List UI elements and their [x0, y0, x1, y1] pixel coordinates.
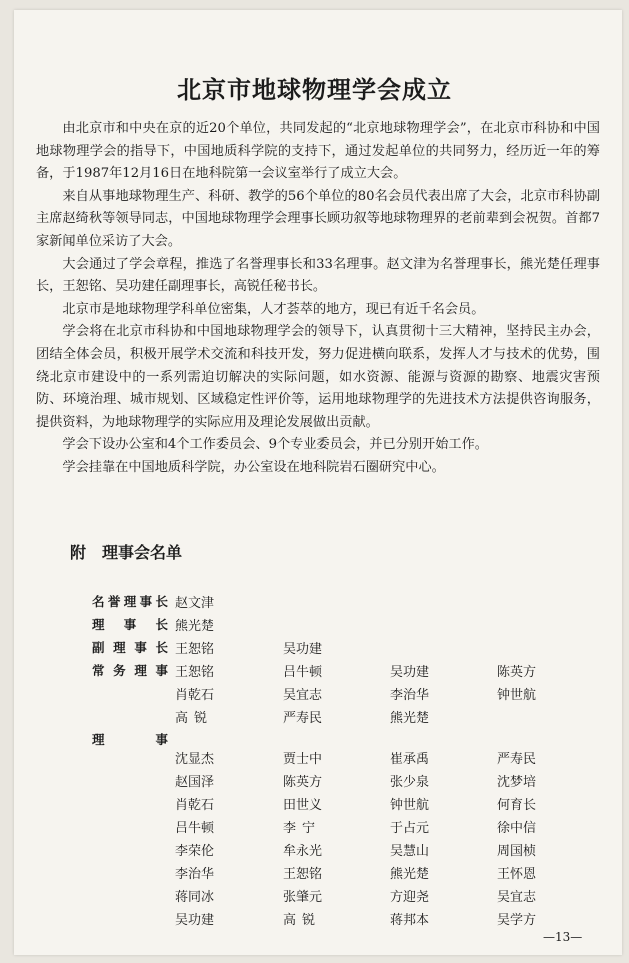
roster-member-name: 赵国泽 — [175, 775, 215, 790]
roster-member-name: 张肇元 — [283, 890, 323, 905]
roster-member-name: 陈英方 — [283, 775, 323, 790]
roster-member-name: 贾士中 — [283, 752, 323, 767]
roster-member-name: 王恕铭 — [175, 642, 215, 657]
roster-member-name: 吴宜志 — [283, 688, 323, 703]
roster-member-name: 吴功建 — [175, 913, 215, 928]
paragraph: 来自从事地球物理生产、科研、教学的56个单位的80名会员代表出席了大会，北京市科协副主席赵绮秋等领导同志，中国地球物理学会理事长顾功叙等地球物理界的老前辈到会祝贺。首都7家新闻单位采访了大会。 — [36, 188, 600, 249]
roster-member-name: 蒋邦本 — [390, 913, 430, 928]
roster-member-name: 崔承禹 — [390, 752, 430, 767]
paragraph: 学会挂靠在中国地质科学院，办公室设在地科院岩石圈研究中心。 — [62, 459, 445, 475]
roster-member-name: 徐中信 — [497, 821, 537, 836]
roster-role-label: 理事长 — [92, 617, 168, 632]
roster-member-name: 熊光楚 — [390, 711, 430, 726]
roster-member-name: 何育长 — [497, 798, 537, 813]
roster-member-name: 沈显杰 — [175, 752, 215, 767]
roster-member-name: 王恕铭 — [175, 665, 215, 680]
roster-member-name: 高锐 — [283, 913, 322, 928]
roster-member-name: 张少泉 — [390, 775, 430, 790]
roster-member-name: 熊光楚 — [390, 867, 430, 882]
roster-member-name: 王恕铭 — [283, 867, 323, 882]
roster-member-name: 吴宜志 — [497, 890, 537, 905]
roster-member-name: 吴慧山 — [390, 844, 430, 859]
roster-member-name: 肖乾石 — [175, 798, 215, 813]
roster-member-name: 高锐 — [175, 711, 214, 726]
roster-member-name: 严寿民 — [283, 711, 323, 726]
paragraph: 学会下设办公室和4个工作委员会、9个专业委员会，并已分别开始工作。 — [62, 437, 488, 453]
paragraph: 北京市是地球物理学科单位密集，人才荟萃的地方，现已有近千名会员。 — [62, 301, 485, 317]
roster-member-name: 吕牛顿 — [283, 665, 323, 680]
roster-member-name: 钟世航 — [497, 688, 537, 703]
roster-role-label: 常务理事 — [92, 663, 168, 678]
paragraph: 学会将在北京市科协和中国地球物理学会的领导下，认真贯彻十三大精神，坚持民主办会，团结全体会员，积极开展学术交流和科技开发，努力促进横向联系，发挥人才与技术的优势，围绕北京市建设中的一系列需迫切解决的实际问题，如水资源、能源与资源的勘察、地震灾害预防、环境治理、城市规划、区域稳定性评价等，运用地球物理学的先进技术方法提供咨询服务，提供资料，为地球物理学的实际应用及理论发展做出贡献。 — [36, 324, 600, 430]
roster-member-name: 沈梦培 — [497, 775, 537, 790]
paragraph: 大会通过了学会章程，推选了名誉理事长和33名理事。赵文津为名誉理事长，熊光楚任理事长，王恕铭、吴功建任副理事长，高锐任秘书长。 — [36, 256, 600, 295]
roster-member-name: 吕牛顿 — [175, 821, 215, 836]
roster-member-name: 赵文津 — [175, 596, 215, 611]
page-number: —13— — [543, 930, 583, 944]
article-title: 北京市地球物理学会成立 — [177, 76, 452, 104]
roster-member-name: 钟世航 — [390, 798, 430, 813]
roster-member-name: 王怀恩 — [497, 867, 537, 882]
roster-member-name: 周国桢 — [497, 844, 537, 859]
roster-member-name: 陈英方 — [497, 665, 537, 680]
roster-member-name: 方迎尧 — [390, 890, 430, 905]
roster-role-label: 副理事长 — [92, 640, 168, 655]
roster-member-name: 吴功建 — [390, 665, 430, 680]
roster-member-name: 于占元 — [390, 821, 430, 836]
roster-member-name: 吴学方 — [497, 913, 537, 928]
roster-member-name: 蒋同冰 — [175, 890, 215, 905]
roster-member-name: 李治华 — [175, 867, 215, 882]
roster-member-name: 李荣伦 — [175, 844, 215, 859]
roster-role-label: 理事 — [92, 732, 168, 747]
paragraph: 由北京市和中央在京的近20个单位，共同发起的“北京地球物理学会”，在北京市科协和中国地球物理学会的指导下，中国地质科学院的支持下，通过发起单位的共同努力，经历近一年的筹备，于1987年12月16日在地科院第一会议室举行了成立大会。 — [36, 121, 600, 182]
roster-member-name: 李宁 — [283, 821, 322, 836]
roster-member-name: 熊光楚 — [175, 619, 215, 634]
roster-member-name: 李治华 — [390, 688, 430, 703]
appendix-title: 附 理事会名单 — [70, 543, 183, 562]
roster-role-label: 名誉理事长 — [92, 594, 168, 609]
roster-member-name: 肖乾石 — [175, 688, 215, 703]
roster-member-name: 吴功建 — [283, 642, 323, 657]
roster-member-name: 田世义 — [283, 798, 323, 813]
roster-member-name: 严寿民 — [497, 752, 537, 767]
roster-member-name: 牟永光 — [283, 844, 323, 859]
